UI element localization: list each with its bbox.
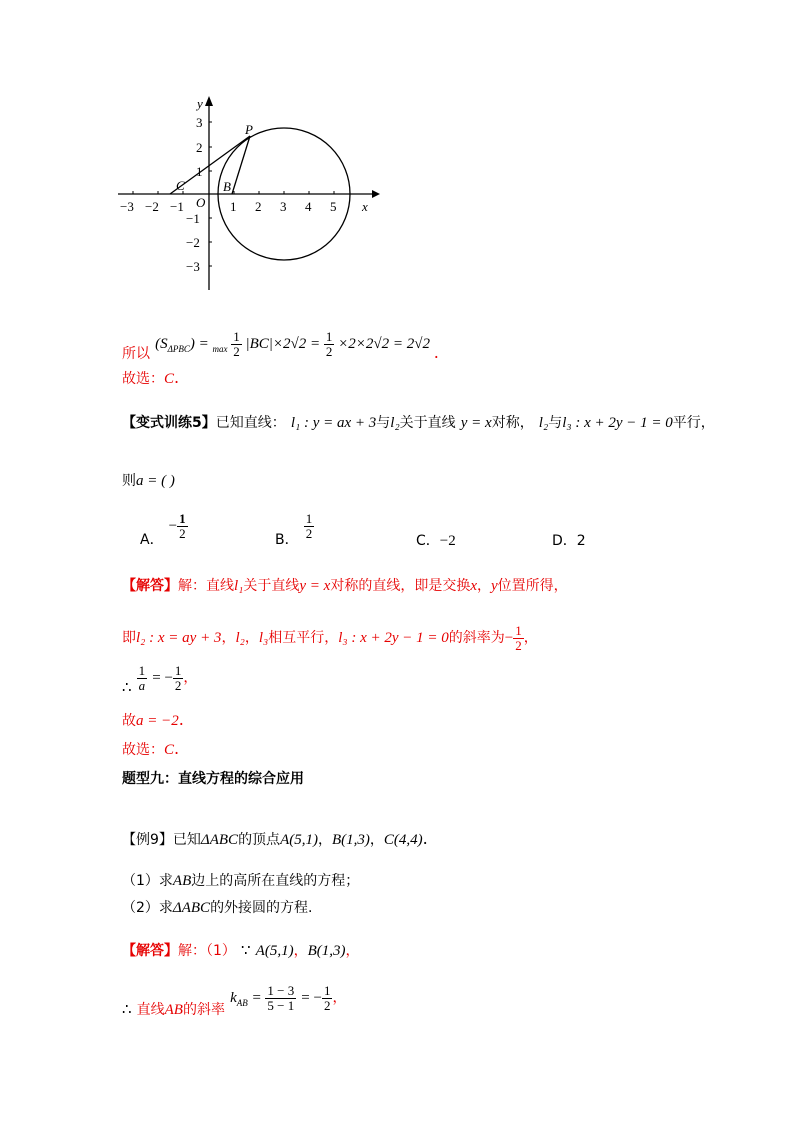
x-tick-label: −3 <box>120 199 134 214</box>
x-tick-label: −2 <box>145 199 159 214</box>
option-a[interactable]: A． − $\frac{1}{2}$ <box>140 511 186 548</box>
area-expression: $(S_{\Delta PBC}) = _{max}$ $\frac{1}{2}$ |BC|×2√2 = $\frac{1}{2}$ ×2×2√2 = 2√2 <box>155 329 430 359</box>
x-tick-label: 1 <box>230 199 237 214</box>
solution-line-5: 故选：C. <box>122 739 180 758</box>
x-tick-label: 5 <box>330 199 337 214</box>
solution-line-1: 【解答】解：直线l₁关于直线y = x对称的直线，即是交换x，y位置所得， <box>122 578 568 594</box>
question-1: （1）求AB边上的高所在直线的方程； <box>122 873 360 889</box>
question-2: （2）求ΔABC的外接圆的方程. <box>122 900 313 916</box>
solution-line-3: ∴ $\frac{1}{a}$ = − $\frac{1}{2}$ ， <box>122 663 198 696</box>
y-tick-label: 3 <box>196 115 203 130</box>
x-tick-label: −1 <box>170 199 184 214</box>
y-tick-label: −3 <box>186 259 200 274</box>
x-tick-label: 3 <box>280 199 287 214</box>
coordinate-figure <box>110 90 380 300</box>
answer-line-2: ∴ 直线AB的斜率 $k_{AB}$ = $\frac{1 - 3}{5 - 1}$ = − $\frac{1}{2}$ ， <box>122 983 347 1018</box>
option-d[interactable]: D．2 <box>552 533 586 549</box>
variant-question: 【变式训练5】已知直线： l₁ : y = ax + 3与l₂关于直线 y = x对称， l₂与l₃ : x + 2y − 1 = 0平行， <box>122 415 715 431</box>
solution-line-2: 即l₂ : x = ay + 3，l₂，l₃相互平行，l₃ : x + 2y − 1 = 0的斜率为− $\frac{1}{2}$ ， <box>122 623 538 653</box>
choose-line-1: 故选：C. <box>122 368 180 387</box>
point-label-p: P <box>245 122 253 137</box>
option-c[interactable]: C．−2 <box>416 533 456 549</box>
area-max-line <box>122 329 439 362</box>
x-tick-label: 2 <box>255 199 262 214</box>
y-axis-arrow <box>205 96 213 106</box>
y-tick-label: −1 <box>186 211 200 226</box>
y-tick-label: 2 <box>196 140 203 155</box>
period: . <box>433 342 439 362</box>
variant-question-line2: 则a = ( ) <box>122 473 175 489</box>
answer-line-1: 【解答】解：（1） ∵ A(5,1)，B(1,3)， <box>122 943 360 959</box>
origin-label: O <box>196 195 206 210</box>
y-axis-label: y <box>197 96 203 111</box>
x-axis-label: x <box>362 199 368 214</box>
point-label-c: C <box>176 178 185 193</box>
section-title: 题型九：直线方程的综合应用 <box>122 771 304 787</box>
solution-line-4: 故a = −2. <box>122 710 184 729</box>
point-label-b: B <box>223 179 231 194</box>
example-question: 【例9】已知ΔABC的顶点A(5,1)，B(1,3)，C(4,4). <box>122 829 428 848</box>
y-tick-label: 1 <box>196 164 203 179</box>
so-label: 所以 <box>122 345 150 362</box>
option-b[interactable]: B． $\frac{1}{2}$ <box>275 511 313 548</box>
x-axis-arrow <box>372 190 380 198</box>
variant-label: 【变式训练5】 <box>122 415 216 431</box>
x-tick-label: 4 <box>305 199 312 214</box>
y-tick-label: −2 <box>186 235 200 250</box>
